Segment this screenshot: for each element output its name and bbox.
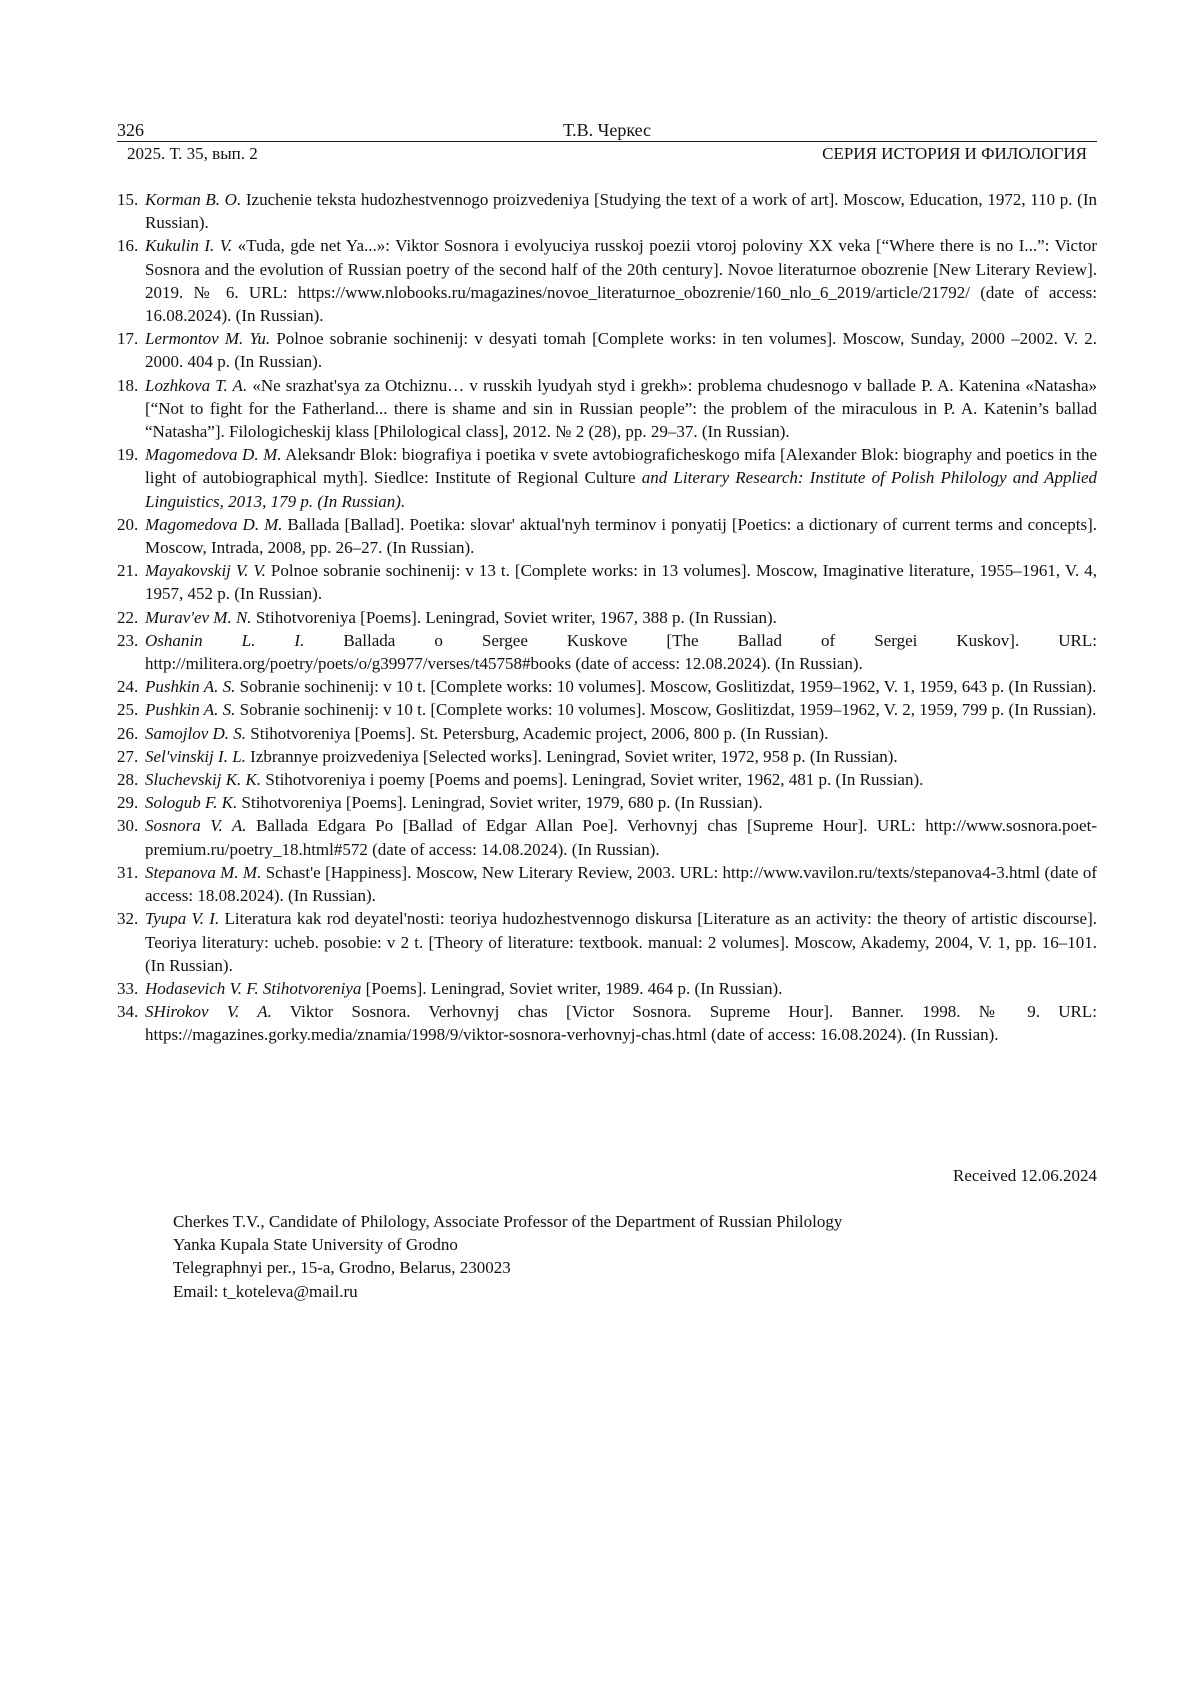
reference-author: Magomedova D. M.: [145, 445, 282, 464]
reference-text: Izbrannye proizvedeniya [Selected works]. Leningrad, Soviet writer, 1972, 958 p. (In Russian).: [246, 747, 898, 766]
reference-item: [117, 606, 1097, 629]
reference-number: 29.: [117, 791, 138, 814]
reference-author: Pushkin A. S.: [145, 677, 235, 696]
reference-text: Viktor Sosnora. Verhovnyj chas [Victor Sosnora. Supreme Hour]. Banner. 1998. № 9. URL: https://magazines.gorky.media/znamia/1998/9/viktor-sosnora-verhovnyj-chas.html (date of access: 16.08.2024). (In Russian).: [145, 1002, 1097, 1044]
reference-author: Stepanova M. M.: [145, 863, 261, 882]
reference-text: Stihotvoreniya [Poems]. St. Petersburg, Academic project, 2006, 800 p. (In Russian).: [246, 724, 828, 743]
reference-number: 28.: [117, 768, 138, 791]
reference-author: Lermontov M. Yu.: [145, 329, 270, 348]
reference-item: [117, 559, 1097, 605]
reference-author: SHirokov V. A.: [145, 1002, 272, 1021]
reference-text: Polnoe sobranie sochinenij: v desyati tomah [Complete works: in ten volumes]. Moscow, Sunday, 2000 –2002. V. 2. 2000. 404 p. (In Russian).: [145, 329, 1097, 371]
reference-text: Ballada Edgara Po [Ballad of Edgar Allan Poe]. Verhovnyj chas [Supreme Hour]. URL: http://www.sosnora.poet-premium.ru/poetry_18.html#572 (date of access: 14.08.2024). (In Russian).: [145, 816, 1097, 858]
reference-text: Ballada [Ballad]. Poetika: slovar' aktual'nyh terminov i ponyatij [Poetics: a dictionary of current terms and concepts]. Moscow, Intrada, 2008, pp. 26–27. (In Russian).: [145, 515, 1097, 557]
journal-page: [0, 0, 1200, 1698]
reference-item: [117, 675, 1097, 698]
reference-text: Stihotvoreniya [Poems]. Leningrad, Soviet writer, 1967, 388 p. (In Russian).: [252, 608, 777, 627]
reference-text: «Tuda, gde net Ya...»: Viktor Sosnora i evolyuciya russkoj poezii vtoroj poloviny XX veka [“Where there is no I...”: Victor Sosnora and the evolution of Russian poetry of the second half of the 20th century]. Novoe literaturnoe obozrenie [New Literary Review]. 2019. № 6. URL: https://www.nlobooks.ru/magazines/novoe_literaturnoe_obozrenie/160_nlo_6_2019/article/21792/ (date of access: 16.08.2024). (In Russian).: [145, 236, 1097, 325]
reference-text: Sobranie sochinenij: v 10 t. [Complete works: 10 volumes]. Moscow, Goslitizdat, 1959–1962, V. 2, 1959, 799 p. (In Russian).: [235, 700, 1096, 719]
reference-item: [117, 629, 1097, 675]
issue-info: 2025. Т. 35, вып. 2: [127, 143, 258, 165]
reference-item: [117, 234, 1097, 327]
reference-author: Lozhkova T. A.: [145, 376, 247, 395]
reference-number: 32.: [117, 907, 138, 930]
reference-item: [117, 698, 1097, 721]
journal-header: [117, 143, 1097, 165]
reference-list: [117, 188, 1097, 1047]
reference-number: 34.: [117, 1000, 138, 1023]
reference-item: [117, 814, 1097, 860]
reference-item: [117, 374, 1097, 444]
running-header: [117, 119, 1097, 141]
reference-text: «Ne srazhat'sya za Otchiznu… v russkih lyudyah styd i grekh»: problema chudesnogo v ballade P. A. Katenina «Natasha» [“Not to fight for the Fatherland... there is shame and sin in Russian people”: the problem of the miraculous in P. A. Katenin’s ballad “Natasha”]. Filologicheskij klass [Philological class], 2012. № 2 (28), pp. 29–37. (In Russian).: [145, 376, 1097, 441]
reference-number: 21.: [117, 559, 138, 582]
reference-number: 16.: [117, 234, 138, 257]
reference-number: 19.: [117, 443, 138, 466]
reference-number: 18.: [117, 374, 138, 397]
reference-item: [117, 907, 1097, 977]
series-title: СЕРИЯ ИСТОРИЯ И ФИЛОЛОГИЯ: [822, 143, 1087, 165]
reference-author: Magomedova D. M.: [145, 515, 283, 534]
affiliation-line: Telegraphnyi per., 15-a, Grodno, Belarus, 230023: [173, 1256, 1093, 1279]
reference-author: Samojlov D. S.: [145, 724, 246, 743]
reference-number: 33.: [117, 977, 138, 1000]
affiliation-line: Yanka Kupala State University of Grodno: [173, 1233, 1093, 1256]
author-affiliation: [173, 1210, 1093, 1303]
reference-author: Sosnora V. A.: [145, 816, 247, 835]
reference-item: [117, 745, 1097, 768]
reference-number: 17.: [117, 327, 138, 350]
reference-author: Sel'vinskij I. L.: [145, 747, 246, 766]
reference-item: [117, 768, 1097, 791]
reference-text: Literatura kak rod deyatel'nosti: teoriya hudozhestvennogo diskursa [Literature as an activity: the theory of artistic discourse]. Teoriya literatury: ucheb. posobie: v 2 t. [Theory of literature: textbook. manual: 2 volumes]. Moscow, Akademy, 2004, V. 1, pp. 16–101. (In Russian).: [145, 909, 1097, 974]
reference-number: 27.: [117, 745, 138, 768]
reference-number: 24.: [117, 675, 138, 698]
reference-author: Sologub F. K.: [145, 793, 237, 812]
reference-author: Kukulin I. V.: [145, 236, 232, 255]
reference-item: [117, 443, 1097, 513]
reference-author: Pushkin A. S.: [145, 700, 235, 719]
reference-item: [117, 327, 1097, 373]
reference-text: Polnoe sobranie sochinenij: v 13 t. [Complete works: in 13 volumes]. Moscow, Imaginative literature, 1955–1961, V. 4, 1957, 452 p. (In Russian).: [145, 561, 1097, 603]
reference-text: Ballada o Sergee Kuskove [The Ballad of Sergei Kuskov]. URL: http://militera.org/poetry/poets/o/g39977/verses/t45758#books (date of access: 12.08.2024). (In Russian).: [145, 631, 1097, 673]
reference-text: [Poems]. Leningrad, Soviet writer, 1989. 464 p. (In Russian).: [361, 979, 782, 998]
reference-author: Oshanin L. I.: [145, 631, 304, 650]
reference-number: 25.: [117, 698, 138, 721]
reference-author: Sluchevskij K. K.: [145, 770, 261, 789]
affiliation-email: Email: t_koteleva@mail.ru: [173, 1280, 1093, 1303]
reference-author: Tyupa V. I.: [145, 909, 219, 928]
header-rule: [117, 141, 1097, 142]
reference-item: [117, 722, 1097, 745]
reference-number: 20.: [117, 513, 138, 536]
header-author: Т.В. Черкес: [117, 119, 1097, 141]
reference-number: 30.: [117, 814, 138, 837]
reference-text: Stihotvoreniya i poemy [Poems and poems]. Leningrad, Soviet writer, 1962, 481 p. (In Russian).: [261, 770, 923, 789]
reference-text: Stihotvoreniya [Poems]. Leningrad, Soviet writer, 1979, 680 p. (In Russian).: [237, 793, 762, 812]
reference-text: Aleksandr Blok: biografiya i poetika v svete avtobiograficheskogo mifa [Alexander Blok: biography and poetics in the light of autobiographical myth]. Siedlce: Institute of Regional Culture: [145, 445, 1097, 487]
reference-number: 31.: [117, 861, 138, 884]
reference-number: 22.: [117, 606, 138, 629]
reference-item: [117, 791, 1097, 814]
page-number: 326: [117, 119, 144, 141]
reference-item: [117, 188, 1097, 234]
affiliation-line: Cherkes T.V., Candidate of Philology, Associate Professor of the Department of Russian Philology: [173, 1210, 1093, 1233]
reference-item: [117, 513, 1097, 559]
reference-item: [117, 1000, 1097, 1046]
received-date: Received 12.06.2024: [117, 1164, 1097, 1187]
reference-item: [117, 861, 1097, 907]
reference-author: Mayakovskij V. V.: [145, 561, 266, 580]
reference-text: Schast'e [Happiness]. Moscow, New Literary Review, 2003. URL: http://www.vavilon.ru/texts/stepanova4-3.html (date of access: 18.08.2024). (In Russian).: [145, 863, 1097, 905]
reference-text: Sobranie sochinenij: v 10 t. [Complete works: 10 volumes]. Moscow, Goslitizdat, 1959–1962, V. 1, 1959, 643 p. (In Russian).: [235, 677, 1096, 696]
reference-number: 23.: [117, 629, 138, 652]
reference-text: Izuchenie teksta hudozhestvennogo proizvedeniya [Studying the text of a work of art]. Moscow, Education, 1972, 110 p. (In Russian).: [145, 190, 1097, 232]
reference-text-italic: and Literary Research: Institute of Polish Philology and Applied Linguistics, 2013, 179 p. (In Russian).: [145, 468, 1097, 510]
reference-item: [117, 977, 1097, 1000]
reference-author: Korman B. O.: [145, 190, 241, 209]
reference-number: 26.: [117, 722, 138, 745]
reference-author: Murav'ev M. N.: [145, 608, 252, 627]
reference-number: 15.: [117, 188, 138, 211]
reference-author: Hodasevich V. F. Stihotvoreniya: [145, 979, 361, 998]
